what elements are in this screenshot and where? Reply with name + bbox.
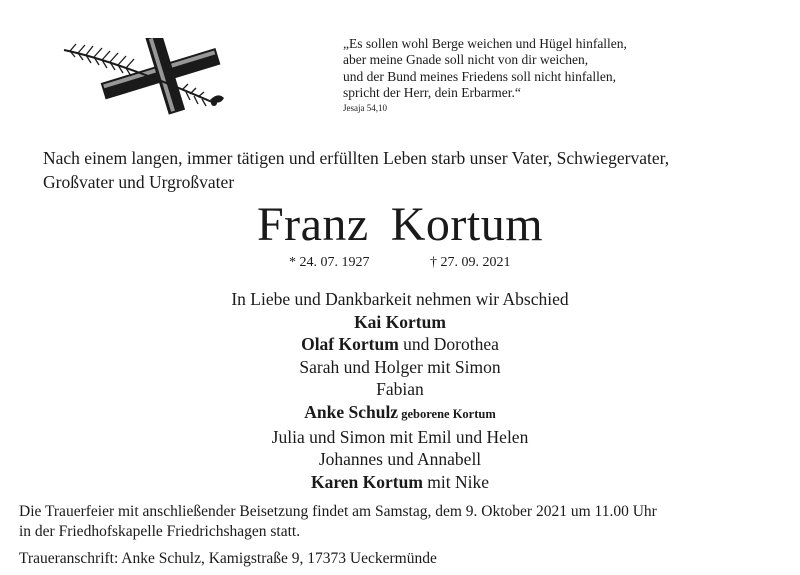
- mourner-line: [0, 401, 800, 426]
- quote-source: Jesaja 54,10: [343, 103, 387, 114]
- service-line: Die Trauerfeier mit anschließender Beisetzung findet am Samstag, dem 9. Oktober 2021 um 11.00 Uhr: [19, 503, 657, 520]
- last-name: Kortum: [390, 198, 544, 251]
- intro-line: Nach einem langen, immer tätigen und erfüllten Leben starb unser Vater, Schwiegervater,: [43, 148, 670, 168]
- mourner-rest: geborene Kortum: [398, 406, 496, 421]
- quote-line: „Es sollen wohl Berge weichen und Hügel hinfallen,: [343, 36, 627, 51]
- mourner-line: Sarah und Holger mit Simon: [299, 356, 501, 377]
- mourning-address: Traueranschrift: Anke Schulz, Kamigstraße 9, 17373 Ueckermünde: [19, 550, 437, 567]
- mourner-line: [0, 471, 800, 494]
- service-line: in der Friedhofskapelle Friedrichshagen statt.: [19, 523, 301, 540]
- mourner-rest: und Dorothea: [398, 334, 499, 355]
- mourner-name: Karen Kortum: [310, 471, 423, 492]
- quote-line: und der Bund meines Friedens soll nicht hinfallen,: [343, 68, 616, 84]
- mourner-name: Olaf Kortum: [301, 334, 399, 355]
- intro-text: [43, 146, 783, 194]
- death-date: † 27. 09. 2021: [430, 255, 511, 270]
- mourner-name: Anke Schulz: [304, 401, 399, 422]
- cross-with-palm-branch-icon: [62, 38, 232, 118]
- mourner-line: Johannes und Annabell: [318, 449, 482, 470]
- mourner-name: Kai Kortum: [354, 311, 446, 332]
- quote-line: aber meine Gnade soll nicht von dir weichen,: [343, 52, 589, 68]
- service-info: [19, 502, 789, 542]
- farewell-line: In Liebe und Dankbarkeit nehmen wir Abschied: [231, 289, 569, 309]
- mourners-list: [0, 288, 800, 493]
- mourner-line: [0, 333, 800, 356]
- intro-line: Großvater und Urgroßvater: [43, 172, 235, 192]
- mourner-rest: mit Nike: [422, 471, 490, 492]
- deceased-name: [0, 196, 800, 254]
- quote-line: spricht der Herr, dein Erbarmer.“: [343, 84, 521, 100]
- first-name: Franz: [256, 198, 369, 251]
- mourner-line: Fabian: [376, 379, 424, 400]
- birth-date: * 24. 07. 1927: [289, 255, 370, 270]
- mourner-line: Julia und Simon mit Emil und Helen: [271, 426, 529, 447]
- bible-quote: [343, 36, 627, 114]
